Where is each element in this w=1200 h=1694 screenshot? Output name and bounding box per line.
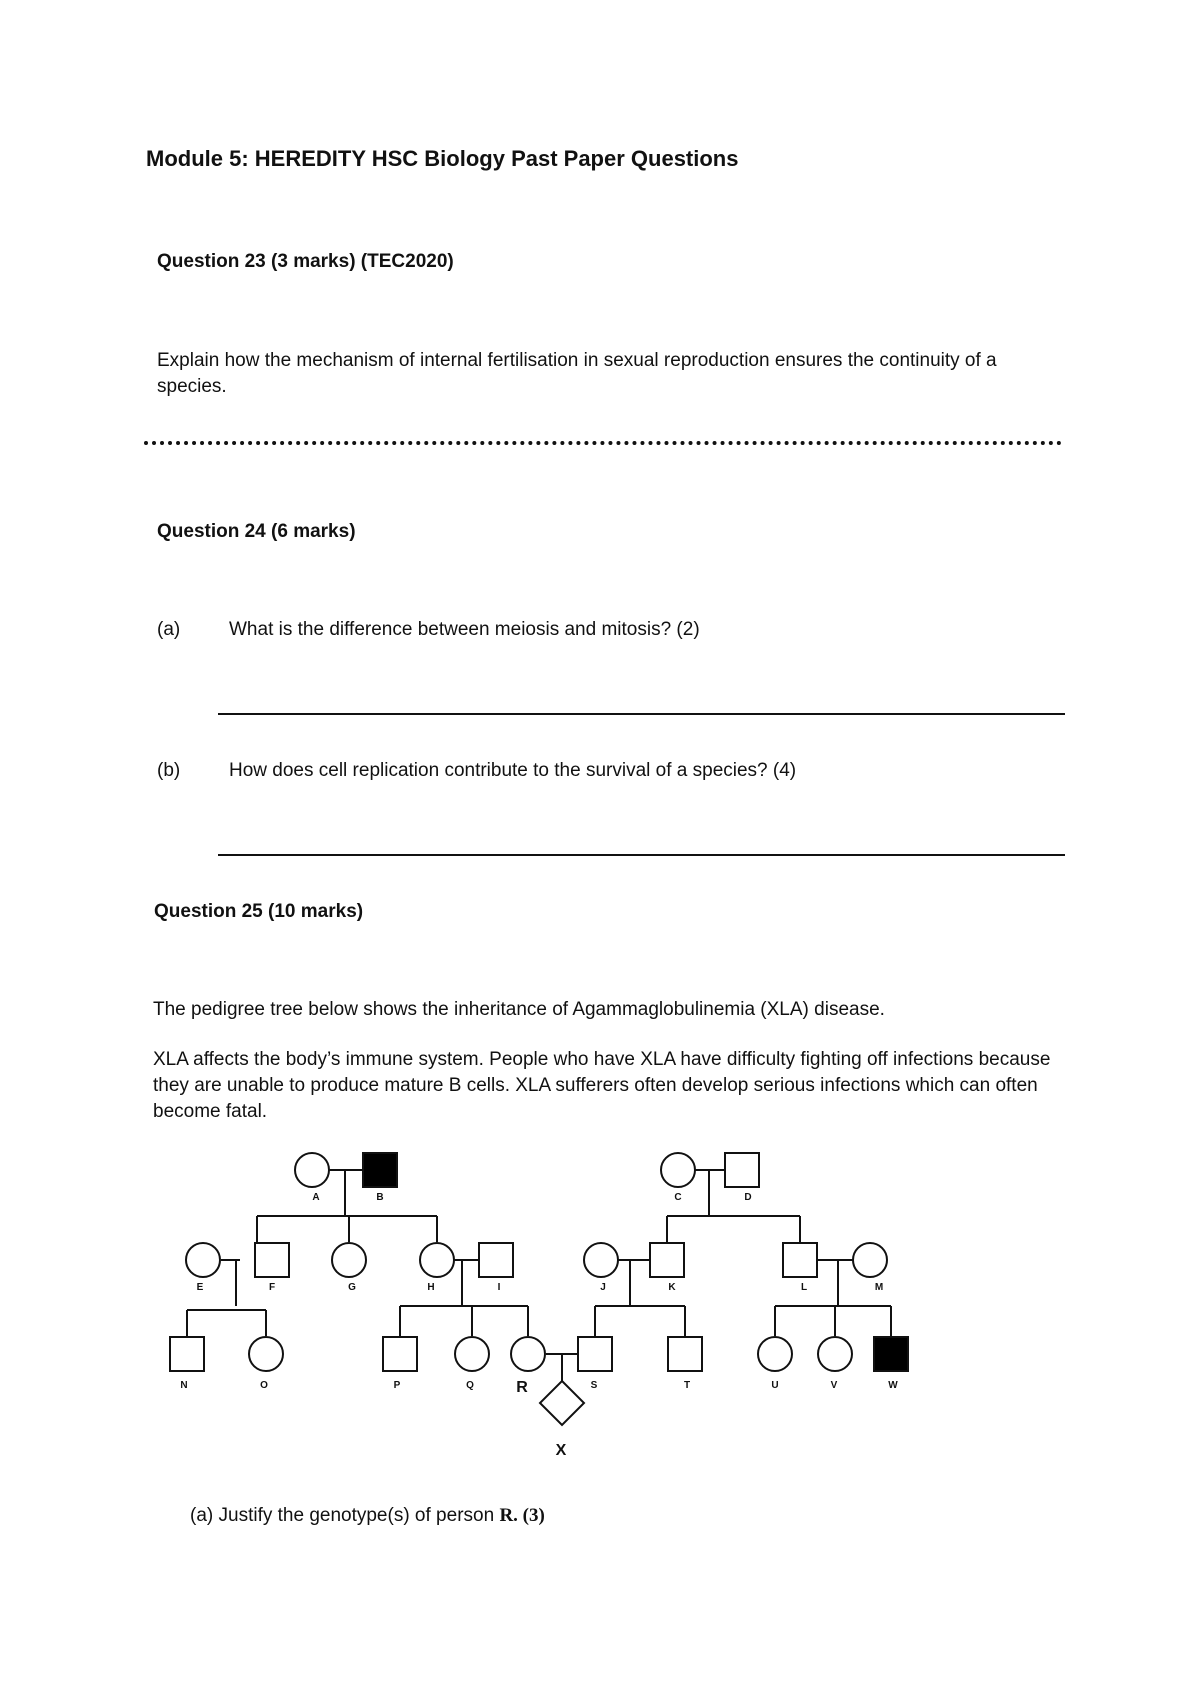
- pedigree-label-l: L: [800, 1282, 808, 1293]
- pedigree-individual-l: [783, 1243, 817, 1277]
- question-25a: [190, 1503, 545, 1529]
- pedigree-label-v: V: [830, 1380, 838, 1391]
- pedigree-label-e: E: [196, 1282, 204, 1293]
- pedigree-label-i: I: [497, 1282, 501, 1293]
- pedigree-individual-i: [479, 1243, 513, 1277]
- pedigree-individual-u: [758, 1337, 792, 1371]
- pedigree-individual-e: [186, 1243, 220, 1277]
- pedigree-individual-h: [420, 1243, 454, 1277]
- pedigree-label-n: N: [180, 1380, 188, 1391]
- pedigree-label-p: P: [393, 1380, 401, 1391]
- page-title: Module 5: HEREDITY HSC Biology Past Paper Questions: [146, 146, 739, 171]
- pedigree-label-q: Q: [466, 1380, 474, 1391]
- pedigree-label-h: H: [427, 1282, 435, 1293]
- pedigree-label-a: A: [312, 1192, 320, 1203]
- question-23-text: Explain how the mechanism of internal fertilisation in sexual reproduction ensures the continuity of a species.: [157, 350, 997, 397]
- pedigree-individual-m: [853, 1243, 887, 1277]
- pedigree-individual-r: [511, 1337, 545, 1371]
- pedigree-label-c: C: [674, 1192, 682, 1203]
- pedigree-individual-g: [332, 1243, 366, 1277]
- pedigree-label-w: W: [888, 1380, 898, 1391]
- pedigree-individual-f: [255, 1243, 289, 1277]
- pedigree-individual-d: [725, 1153, 759, 1187]
- pedigree-label-j: J: [600, 1282, 606, 1293]
- pedigree-individual-c: [661, 1153, 695, 1187]
- question-23-heading: Question 23 (3 marks) (TEC2020): [157, 251, 454, 272]
- pedigree-label-t: T: [683, 1380, 691, 1391]
- pedigree-individual-b: [363, 1153, 397, 1187]
- pedigree-individual-s: [578, 1337, 612, 1371]
- pedigree-individual-v: [818, 1337, 852, 1371]
- question-24b-text: How does cell replication contribute to the survival of a species? (4): [229, 760, 797, 781]
- pedigree-individual-p: [383, 1337, 417, 1371]
- pedigree-individual-k: [650, 1243, 684, 1277]
- pedigree-label-m: M: [874, 1282, 884, 1293]
- pedigree-label-d: D: [744, 1192, 752, 1203]
- question-24a-text: What is the difference between meiosis and mitosis? (2): [229, 619, 700, 640]
- question-24a-label: (a): [157, 619, 181, 640]
- pedigree-label-x: X: [555, 1442, 567, 1459]
- question-25-paragraph: XLA affects the body’s immune system. People who have XLA have difficulty fighting off infections because they are unable to produce mature B cells. XLA sufferers often develop serious infections which can often become fatal.: [153, 1049, 1051, 1122]
- pedigree-label-r: R: [516, 1379, 528, 1396]
- pedigree-individual-t: [668, 1337, 702, 1371]
- pedigree-individual-a: [295, 1153, 329, 1187]
- question-25-intro: The pedigree tree below shows the inheritance of Agammaglobulinemia (XLA) disease.: [153, 999, 885, 1020]
- pedigree-label-o: O: [260, 1380, 268, 1391]
- pedigree-individual-o: [249, 1337, 283, 1371]
- pedigree-individual-x: [540, 1381, 584, 1425]
- pedigree-individual-w: [874, 1337, 908, 1371]
- question-24-heading: Question 24 (6 marks): [157, 521, 356, 542]
- pedigree-individual-n: [170, 1337, 204, 1371]
- question-25-heading: Question 25 (10 marks): [154, 901, 364, 922]
- pedigree-label-g: G: [348, 1282, 356, 1293]
- pedigree-label-b: B: [376, 1192, 384, 1203]
- question-25a-text: (a) Justify the genotype(s) of person: [190, 1505, 500, 1526]
- question-25a-marks: R. (3): [499, 1505, 545, 1526]
- pedigree-label-k: K: [668, 1282, 676, 1293]
- question-24b-label: (b): [157, 760, 181, 781]
- pedigree-individual-j: [584, 1243, 618, 1277]
- pedigree-label-f: F: [268, 1282, 276, 1293]
- pedigree-label-s: S: [590, 1380, 598, 1391]
- pedigree-individual-q: [455, 1337, 489, 1371]
- pedigree-label-u: U: [771, 1380, 779, 1391]
